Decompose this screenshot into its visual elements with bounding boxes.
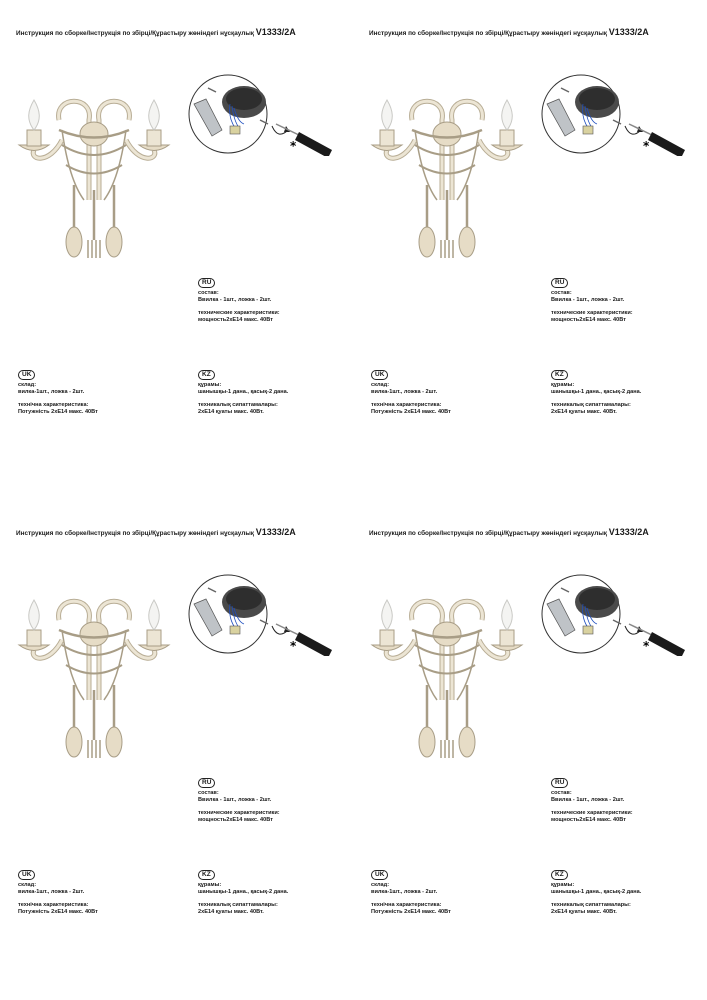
ru-sostav-label: состав:	[198, 290, 219, 296]
uk-sostav-label: склад:	[371, 882, 390, 888]
uk-tech-label: технічна характеристика:	[18, 902, 89, 908]
kz-badge: KZ	[551, 370, 568, 380]
ru-section	[551, 278, 633, 324]
ru-section	[198, 778, 280, 824]
ru-sostav-value: Ввилка - 1шт., ложка - 2шт.	[198, 797, 272, 803]
page-title: Инструкция по сборке/Інструкція по збірці/Құрастыру жөніндегі нұсқаулық V1333/2A	[16, 27, 296, 37]
kz-sostav-value: шанышқы-1 дана., қасық-2 дана.	[551, 889, 642, 895]
uk-sostav-value: вилка-1шт., ложка - 2шт.	[18, 889, 85, 895]
ru-section	[198, 278, 280, 324]
uk-badge: UK	[371, 870, 388, 880]
kz-badge: KZ	[198, 370, 215, 380]
ru-tech-label: технические характеристики:	[198, 810, 280, 816]
instruction-panel	[0, 0, 353, 500]
kz-badge: KZ	[551, 870, 568, 880]
uk-badge: UK	[18, 870, 35, 880]
kz-tech-value: 2хЕ14 қуаты макс. 40Вт.	[198, 409, 264, 415]
kz-sostav-value: шанышқы-1 дана., қасық-2 дана.	[198, 889, 289, 895]
ru-sostav-label: состав:	[198, 790, 219, 796]
kz-sostav-label: құрамы:	[551, 882, 575, 888]
kz-tech-label: техникалық сипаттамалары:	[198, 402, 278, 408]
uk-tech-value: Потужність 2хЕ14 макс. 40Вт	[371, 409, 451, 415]
kz-section	[198, 370, 288, 416]
uk-badge: UK	[371, 370, 388, 380]
uk-tech-label: технічна характеристика:	[371, 402, 442, 408]
uk-section	[18, 870, 98, 916]
kz-tech-label: техникалық сипаттамалары:	[198, 902, 278, 908]
wall-lamp-illustration	[14, 90, 174, 265]
mounting-diagram	[539, 74, 687, 156]
uk-badge: UK	[18, 370, 35, 380]
mounting-diagram	[186, 74, 334, 156]
ru-tech-value: мощность2хЕ14 макс. 40Вт	[198, 817, 273, 823]
uk-section	[371, 370, 451, 416]
instruction-panel	[0, 500, 353, 1000]
kz-badge: KZ	[198, 870, 215, 880]
kz-sostav-value: шанышқы-1 дана., қасық-2 дана.	[551, 389, 642, 395]
wall-lamp-illustration	[367, 590, 527, 765]
uk-section	[371, 870, 451, 916]
kz-sostav-label: құрамы:	[551, 382, 575, 388]
kz-sostav-label: құрамы:	[198, 882, 222, 888]
ru-sostav-label: состав:	[551, 290, 572, 296]
uk-tech-value: Потужність 2хЕ14 макс. 40Вт	[18, 409, 98, 415]
instruction-panel	[353, 500, 706, 1000]
kz-sostav-value: шанышқы-1 дана., қасық-2 дана.	[198, 389, 289, 395]
kz-tech-value: 2хЕ14 қуаты макс. 40Вт.	[551, 409, 617, 415]
uk-section	[18, 370, 98, 416]
uk-sostav-label: склад:	[371, 382, 390, 388]
ru-tech-value: мощность2хЕ14 макс. 40Вт	[551, 317, 626, 323]
kz-sostav-label: құрамы:	[198, 382, 222, 388]
uk-sostav-label: склад:	[18, 382, 37, 388]
ru-tech-label: технические характеристики:	[551, 810, 633, 816]
mounting-diagram	[186, 574, 334, 656]
uk-tech-value: Потужність 2хЕ14 макс. 40Вт	[18, 909, 98, 915]
kz-tech-value: 2хЕ14 қуаты макс. 40Вт.	[551, 909, 617, 915]
kz-tech-value: 2хЕ14 қуаты макс. 40Вт.	[198, 909, 264, 915]
uk-tech-label: технічна характеристика:	[371, 902, 442, 908]
page-title: Инструкция по сборке/Інструкція по збірці/Құрастыру жөніндегі нұсқаулық V1333/2A	[16, 527, 296, 537]
uk-sostav-label: склад:	[18, 882, 37, 888]
ru-badge: RU	[198, 778, 215, 788]
ru-tech-value: мощность2хЕ14 макс. 40Вт	[198, 317, 273, 323]
page-title: Инструкция по сборке/Інструкція по збірці/Құрастыру жөніндегі нұсқаулық V1333/2A	[369, 527, 649, 537]
kz-section	[551, 370, 641, 416]
ru-sostav-value: Ввилка - 1шт., ложка - 2шт.	[551, 797, 625, 803]
ru-sostav-value: Ввилка - 1шт., ложка - 2шт.	[551, 297, 625, 303]
wall-lamp-illustration	[367, 90, 527, 265]
instruction-panel	[353, 0, 706, 500]
ru-tech-label: технические характеристики:	[198, 310, 280, 316]
uk-sostav-value: вилка-1шт., ложка - 2шт.	[371, 389, 438, 395]
uk-tech-value: Потужність 2хЕ14 макс. 40Вт	[371, 909, 451, 915]
kz-tech-label: техникалық сипаттамалары:	[551, 402, 631, 408]
wall-lamp-illustration	[14, 590, 174, 765]
mounting-diagram	[539, 574, 687, 656]
uk-sostav-value: вилка-1шт., ложка - 2шт.	[371, 889, 438, 895]
uk-tech-label: технічна характеристика:	[18, 402, 89, 408]
ru-badge: RU	[551, 278, 568, 288]
ru-sostav-label: состав:	[551, 790, 572, 796]
kz-tech-label: техникалық сипаттамалары:	[551, 902, 631, 908]
ru-sostav-value: Ввилка - 1шт., ложка - 2шт.	[198, 297, 272, 303]
ru-badge: RU	[551, 778, 568, 788]
ru-tech-label: технические характеристики:	[551, 310, 633, 316]
uk-sostav-value: вилка-1шт., ложка - 2шт.	[18, 389, 85, 395]
ru-section	[551, 778, 633, 824]
ru-badge: RU	[198, 278, 215, 288]
ru-tech-value: мощность2хЕ14 макс. 40Вт	[551, 817, 626, 823]
kz-section	[551, 870, 641, 916]
page-title: Инструкция по сборке/Інструкція по збірці/Құрастыру жөніндегі нұсқаулық V1333/2A	[369, 27, 649, 37]
kz-section	[198, 870, 288, 916]
